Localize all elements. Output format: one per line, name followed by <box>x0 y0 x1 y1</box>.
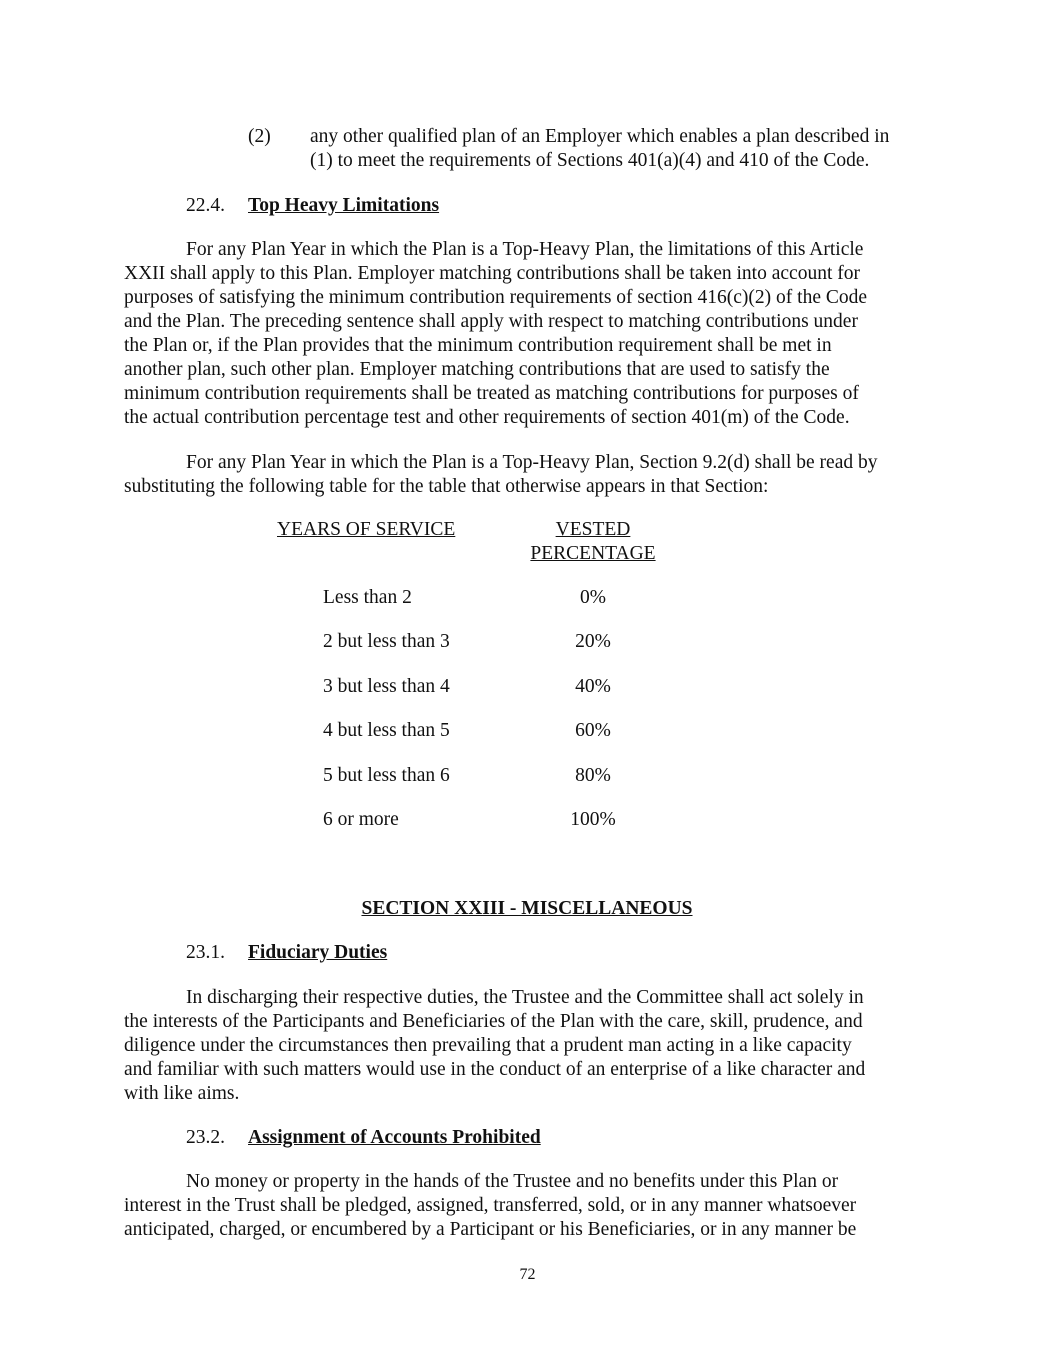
list-item-line-1: any other qualified plan of an Employer which enables a plan described in <box>310 126 890 147</box>
table-row-pct: 0% <box>580 587 606 608</box>
table-row-years: 2 but less than 3 <box>323 631 450 652</box>
table-row-years: 6 or more <box>323 809 399 830</box>
table-row-pct: 100% <box>570 809 616 830</box>
para-22-4-1-line-3: purposes of satisfying the minimum contribution requirements of section 416(c)(2) of the Code <box>124 287 868 308</box>
para-22-4-2-line-2: substituting the following table for the table that otherwise appears in that Section: <box>124 476 769 497</box>
table-row-years: 3 but less than 4 <box>323 676 450 697</box>
section-23-1-title: Fiduciary Duties <box>248 942 388 963</box>
section-xxiii-heading: SECTION XXIII - MISCELLANEOUS <box>361 898 693 919</box>
list-marker: (2) <box>248 126 271 147</box>
para-22-4-2-line-1: For any Plan Year in which the Plan is a Top-Heavy Plan, Section 9.2(d) shall be read by <box>186 452 878 473</box>
para-23-2-line-3: anticipated, charged, or encumbered by a Participant or his Beneficiaries, or in any manner be <box>124 1219 857 1240</box>
table-row-years: 4 but less than 5 <box>323 720 450 741</box>
section-22-4-number: 22.4. <box>186 195 225 216</box>
para-22-4-1-line-5: the Plan or, if the Plan provides that the minimum contribution requirement shall be met in <box>124 335 832 356</box>
section-23-2-number: 23.2. <box>186 1127 225 1148</box>
section-22-4-title: Top Heavy Limitations <box>248 195 440 216</box>
para-23-1-line-4: and familiar with such matters would use in the conduct of an enterprise of a like character and <box>124 1059 866 1080</box>
table-header-years: YEARS OF SERVICE <box>277 519 456 540</box>
table-header-vested: VESTED <box>555 519 631 540</box>
table-header-percentage: PERCENTAGE <box>530 543 656 564</box>
table-row-years: 5 but less than 6 <box>323 765 450 786</box>
para-23-1-line-1: In discharging their respective duties, the Trustee and the Committee shall act solely in <box>186 987 864 1008</box>
para-22-4-1-line-4: and the Plan. The preceding sentence shall apply with respect to matching contributions under <box>124 311 858 332</box>
para-23-1-line-2: the interests of the Participants and Beneficiaries of the Plan with the care, skill, prudence, and <box>124 1011 863 1032</box>
list-item-line-2: (1) to meet the requirements of Sections 401(a)(4) and 410 of the Code. <box>310 150 870 171</box>
para-23-2-line-1: No money or property in the hands of the Trustee and no benefits under this Plan or <box>186 1171 839 1192</box>
section-23-1-number: 23.1. <box>186 942 225 963</box>
para-22-4-1-line-8: the actual contribution percentage test and other requirements of section 401(m) of the Code. <box>124 407 850 428</box>
para-23-1-line-5: with like aims. <box>124 1083 240 1104</box>
para-22-4-1-line-1: For any Plan Year in which the Plan is a Top-Heavy Plan, the limitations of this Article <box>186 239 864 260</box>
table-row-years: Less than 2 <box>323 587 412 608</box>
para-22-4-1-line-7: minimum contribution requirements shall be treated as matching contributions for purposes of <box>124 383 859 404</box>
para-22-4-1-line-2: XXII shall apply to this Plan. Employer matching contributions shall be taken into account for <box>124 263 860 284</box>
para-22-4-1-line-6: another plan, such other plan. Employer matching contributions that are used to satisfy the <box>124 359 830 380</box>
para-23-1-line-3: diligence under the circumstances then prevailing that a prudent man acting in a like capacity <box>124 1035 852 1056</box>
table-row-pct: 20% <box>575 631 611 652</box>
table-row-pct: 40% <box>575 676 611 697</box>
section-23-2-title: Assignment of Accounts Prohibited <box>248 1127 541 1148</box>
table-row-pct: 80% <box>575 765 611 786</box>
page-number: 72 <box>519 1266 536 1283</box>
para-23-2-line-2: interest in the Trust shall be pledged, assigned, transferred, sold, or in any manner whatsoever <box>124 1195 857 1216</box>
table-row-pct: 60% <box>575 720 611 741</box>
